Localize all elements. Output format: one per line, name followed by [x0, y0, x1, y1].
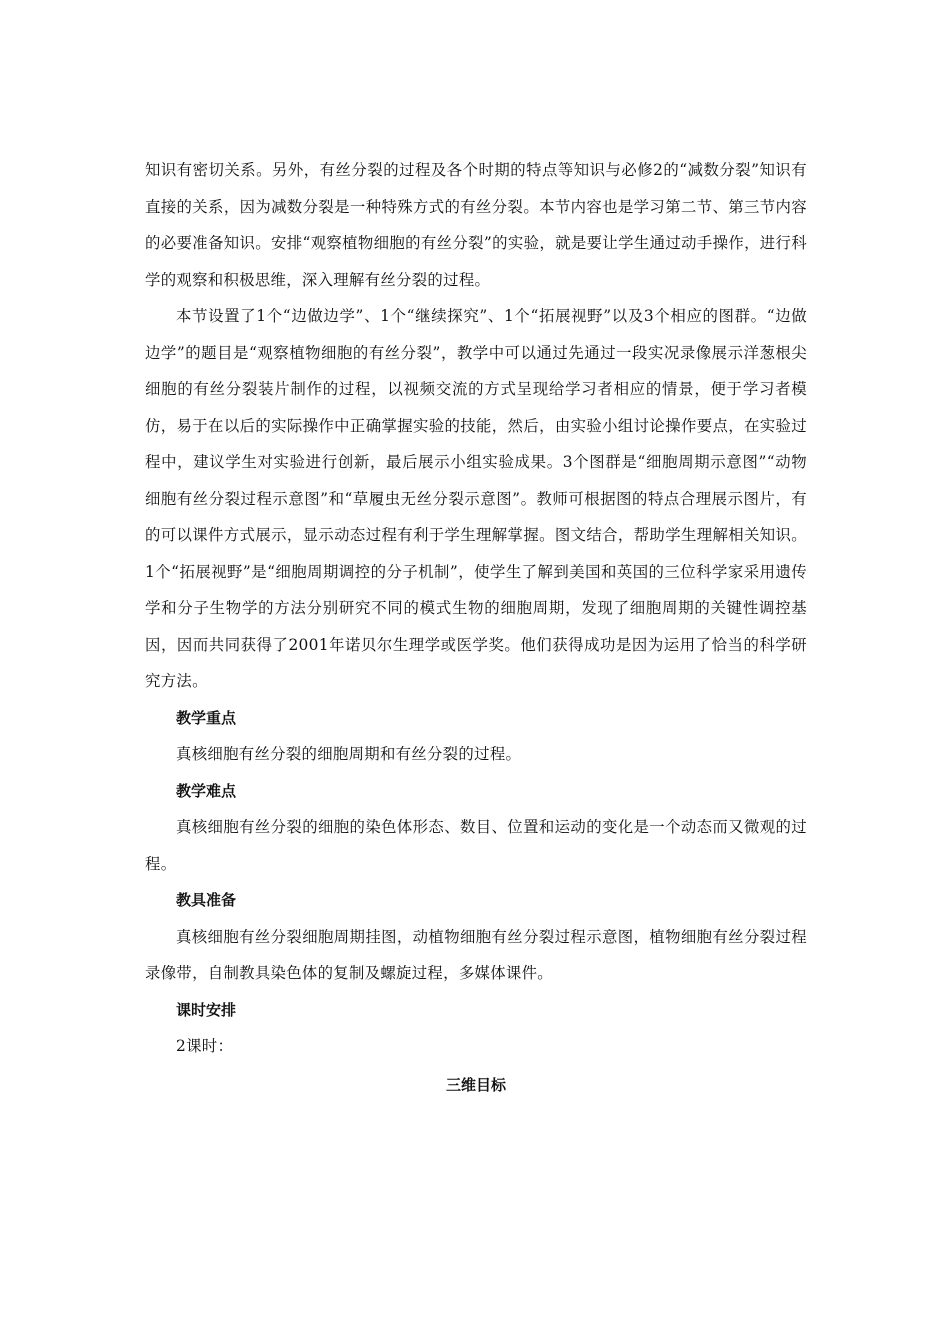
- difficulties-text: 真核细胞有丝分裂的细胞的染色体形态、数目、位置和运动的变化是一个动态而又微观的过程。: [145, 818, 807, 873]
- tools-text: 真核细胞有丝分裂细胞周期挂图，动植物细胞有丝分裂过程示意图，植物细胞有丝分裂过程录像带，自制教具染色体的复制及螺旋过程，多媒体课件。: [145, 927, 807, 982]
- document-page: [145, 152, 807, 1103]
- body-paragraph-1: 知识有密切关系。另外，有丝分裂的过程及各个时期的特点等知识与必修2的“减数分裂”知识有直接的关系，因为减数分裂是一种特殊方式的有丝分裂。本节内容也是学习第二节、第三节内容的必要准备知识。安排“观察植物细胞的有丝分裂”的实验，就是要让学生通过动手操作，进行科学的观察和积极思维，深入理解有丝分裂的过程。: [145, 161, 807, 289]
- schedule-text: 2课时：: [176, 1037, 234, 1055]
- key-points-text: 真核细胞有丝分裂的细胞周期和有丝分裂的过程。: [176, 745, 522, 763]
- schedule-heading: 课时安排: [176, 1000, 237, 1019]
- three-dim-goals-title: 三维目标: [445, 1075, 506, 1094]
- body-paragraph-2: 本节设置了1个“边做边学”、1个“继续探究”、1个“拓展视野”以及3个相应的图群。“边做边学”的题目是“观察植物细胞的有丝分裂”，教学中可以通过先通过一段实况录像展示洋葱根尖细胞的有丝分裂装片制作的过程，以视频交流的方式呈现给学习者相应的情景，便于学习者模仿，易于在以后的实际操作中正确掌握实验的技能，然后，由实验小组讨论操作要点，在实验过程中，建议学生对实验进行创新，最后展示小组实验成果。3个图群是“细胞周期示意图”“动物细胞有丝分裂过程示意图”和“草履虫无丝分裂示意图”。教师可根据图的特点合理展示图片，有的可以课件方式展示，显示动态过程有利于学生理解掌握。图文结合，帮助学生理解相关知识。1个“拓展视野”是“细胞周期调控的分子机制”，使学生了解到美国和英国的三位科学家采用遗传学和分子生物学的方法分别研究不同的模式生物的细胞周期，发现了细胞周期的关键性调控基因，因而共同获得了2001年诺贝尔生理学或医学奖。他们获得成功是因为运用了恰当的科学研究方法。: [145, 307, 807, 690]
- tools-heading: 教具准备: [176, 891, 237, 909]
- difficulties-heading: 教学难点: [176, 781, 237, 800]
- key-points-heading: 教学重点: [176, 708, 237, 727]
